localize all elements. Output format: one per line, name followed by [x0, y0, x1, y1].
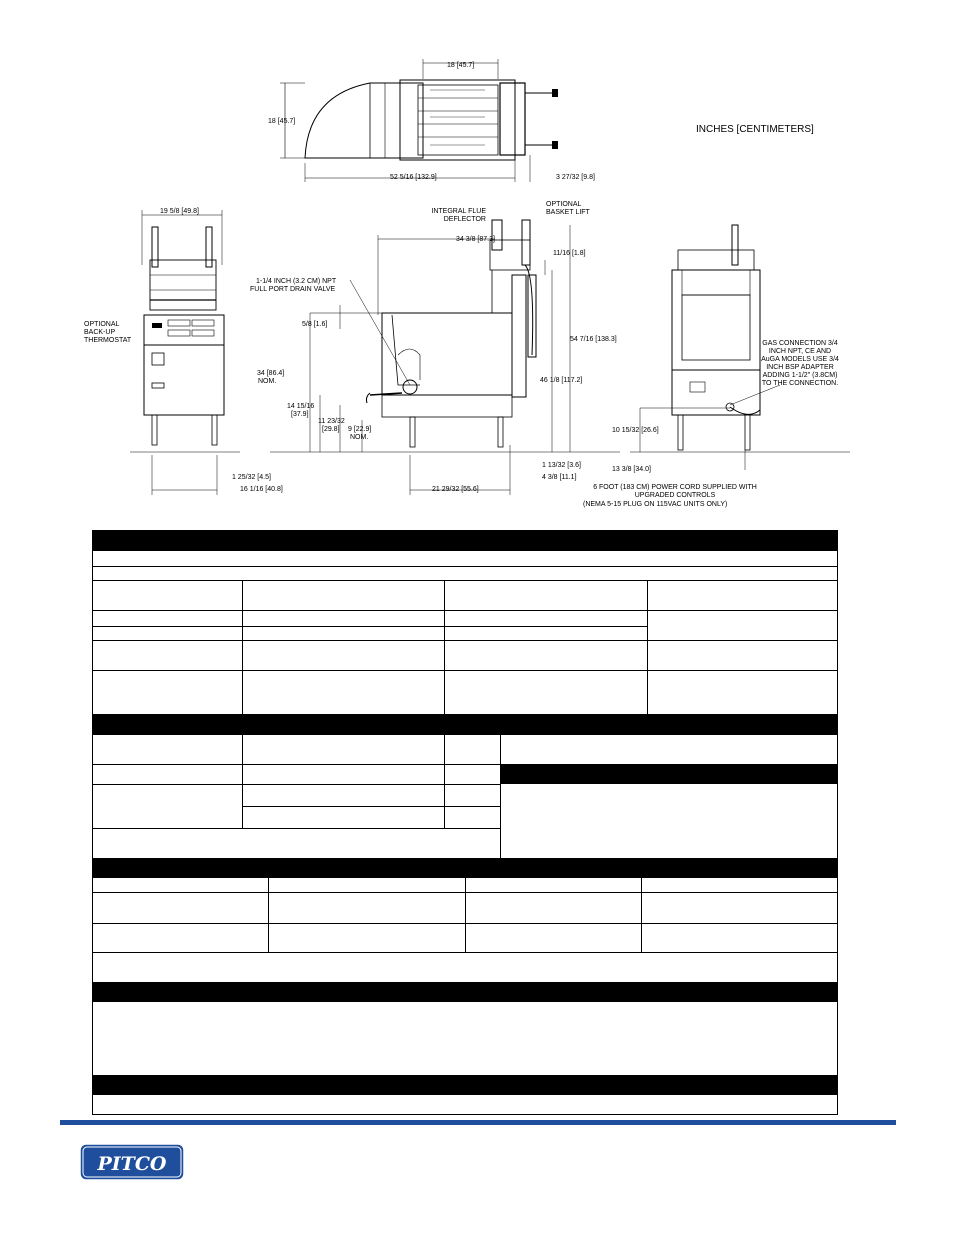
side-depth-dim: 34 3/8 [87.3]	[456, 236, 495, 243]
drain-label-1: 1-1/4 INCH (3.2 CM) NPT	[256, 278, 337, 285]
side-drain-height: 14 15/16	[287, 403, 315, 410]
top-extra-dim: 3 27/32 [9.8]	[556, 174, 595, 181]
front-base-dim: 16 1/16 [40.8]	[240, 486, 283, 493]
thermostat-label: OPTIONAL BACK-UP THERMOSTAT	[84, 321, 132, 344]
side-top-dim: 11/16 [1.8]	[553, 250, 586, 257]
side-dim-11: 11 23/32	[318, 418, 345, 425]
side-dim-4-3: 4 3/8 [11.1]	[542, 474, 577, 481]
top-depth-dim: 18 [45.7]	[268, 118, 296, 125]
section-header-3	[92, 858, 838, 878]
units-note: INCHES [CENTIMETERS]	[696, 124, 814, 135]
top-overall-dim: 52 5/16 [132.9]	[390, 174, 437, 181]
top-view-drawing	[260, 55, 570, 190]
section-header-2	[92, 714, 838, 735]
specification-table	[92, 530, 838, 1115]
side-height-nom: 34 [86.4]	[257, 370, 285, 377]
rear-gas-offset: 13 3/8 [34.0]	[612, 466, 651, 473]
sub-header-right	[500, 764, 838, 784]
gas-connection-label: GAS CONNECTION 3/4 INCH NPT, CE AND AuGA MODELS USE 3/4 INCH BSP ADAPTER ADDING 1-1/2" (3.8CM) TO THE CONNECTION.	[761, 340, 839, 387]
side-nom-label-2: NOM.	[350, 434, 369, 441]
pitco-logo	[79, 1143, 185, 1181]
front-width-dim: 19 5/8 [49.8]	[160, 208, 199, 215]
side-dim-9: 9 [22.9]	[348, 426, 372, 433]
section-header-5	[92, 1075, 838, 1095]
basket-lift-label: OPTIONAL BASKET LIFT	[546, 201, 590, 216]
side-drain-height-cm: [37.9]	[291, 411, 309, 418]
table-frame	[92, 530, 838, 1115]
side-nom-label: NOM.	[258, 378, 277, 385]
section-header-1	[92, 530, 838, 551]
drain-label-2: FULL PORT DRAIN VALVE	[250, 286, 336, 293]
rear-gas-height: 10 15/32 [26.6]	[612, 427, 659, 434]
power-cord-note: 6 FOOT (183 CM) POWER CORD SUPPLIED WITH UPGRADED CONTROLS	[593, 484, 757, 499]
footer-rule	[60, 1120, 896, 1125]
side-dim-1-13: 1 13/32 [3.6]	[542, 462, 581, 469]
side-overall-height: 54 7/16 [138.3]	[570, 336, 617, 343]
side-leg-depth: 21 29/32 [55.6]	[432, 486, 479, 493]
flue-label: INTEGRAL FLUE DEFLECTOR	[431, 208, 486, 223]
side-basket-height: 46 1/8 [117.2]	[540, 377, 583, 384]
svg-text:PITCO: PITCO	[97, 1153, 167, 1175]
plug-note: (NEMA 5-15 PLUG ON 115VAC UNITS ONLY)	[583, 501, 728, 508]
side-dim-5-8: 5/8 [1.6]	[302, 321, 328, 328]
front-foot-dim: 1 25/32 [4.5]	[232, 474, 271, 481]
front-view-drawing	[130, 205, 240, 500]
section-header-4	[92, 982, 838, 1002]
top-width-dim: 18 [45.7]	[447, 62, 475, 69]
side-dim-11-cm: [29.8]	[322, 426, 340, 433]
